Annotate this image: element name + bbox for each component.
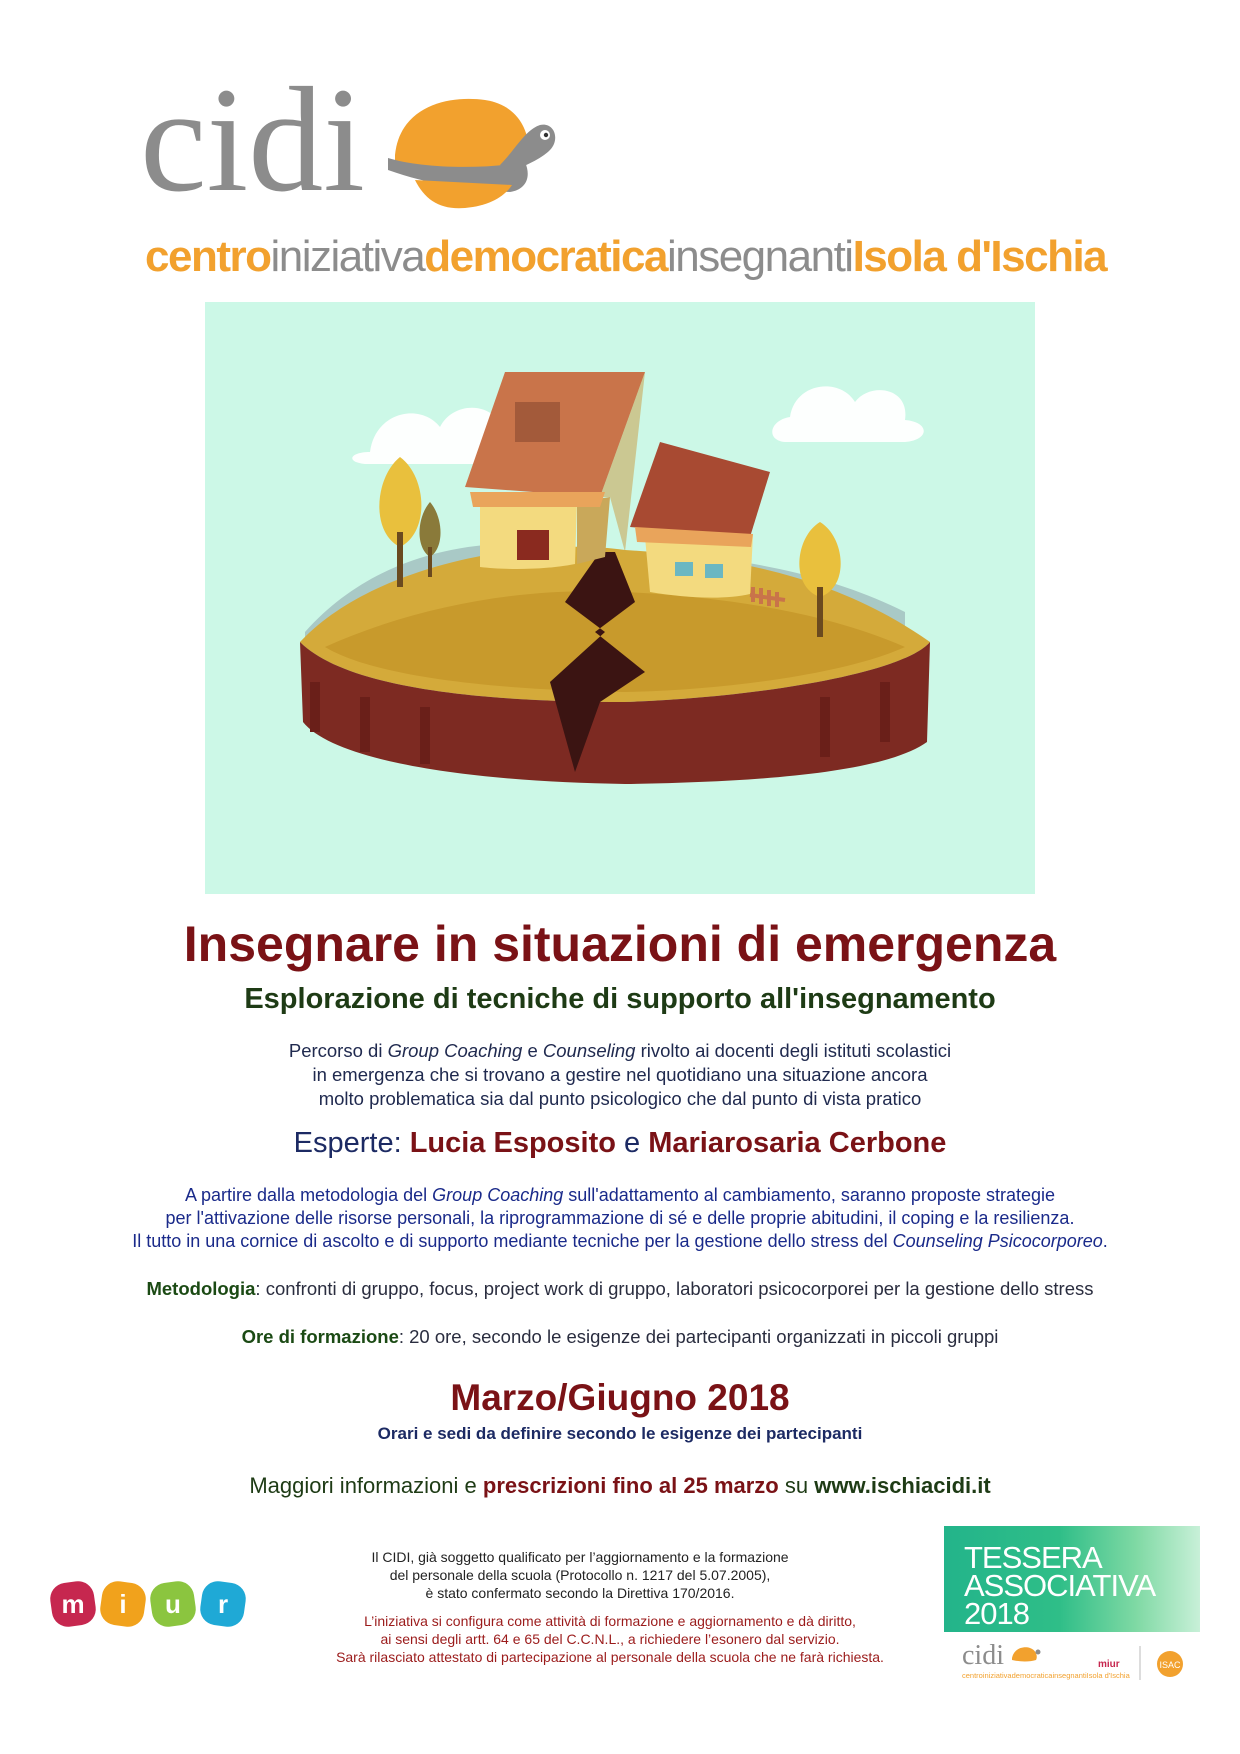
info-text: su (778, 1473, 815, 1498)
tessera-line-3: 2018 (964, 1596, 1029, 1631)
methodology-line (0, 1278, 1240, 1300)
logo-sub-iniziativa: iniziativa (270, 232, 425, 281)
intro-text: Percorso di (288, 1040, 388, 1061)
logo-sub-centro: centro (145, 232, 271, 281)
certification-note (300, 1548, 860, 1602)
page-subtitle: Esplorazione di tecniche di supporto all'insegnamento (244, 983, 996, 1015)
logo-word: cidi (140, 57, 365, 223)
legal-note (300, 1612, 920, 1666)
experts-joiner: e (615, 1127, 649, 1159)
hours-label: Ore di formazione (241, 1326, 399, 1347)
mini-turtle-icon (1012, 1647, 1041, 1661)
turtle-icon (388, 99, 555, 208)
experts-label: Esperte: (293, 1127, 410, 1159)
legal-line-3: Sarà rilasciato attestato di partecipazione al personale della scuola che ne farà richiesta. (336, 1649, 884, 1665)
experts-line (0, 1127, 1240, 1160)
info-line (0, 1473, 1240, 1499)
method-text: sull'adattamento al cambiamento, saranno proposte strategie (563, 1185, 1055, 1205)
method-line-3 (0, 1230, 1240, 1253)
method-line-2: per l'attivazione delle risorse personali, la riprogrammazione di sé e delle proprie abitudini, il coping e la resilienza. (165, 1208, 1075, 1228)
legal-line-1: L’iniziativa si configura come attività di formazione e aggiornamento e dà diritto, (364, 1613, 856, 1629)
logo-subtitle (145, 232, 1105, 292)
cert-line-3: è stato confermato secondo la Direttiva 170/2016. (425, 1585, 735, 1601)
method-em: Counseling Psicocorporeo (892, 1231, 1103, 1251)
cidi-logo (140, 40, 620, 240)
expert-name-1: Lucia Esposito (409, 1127, 616, 1159)
miur-letter-i: i (119, 1589, 127, 1619)
hours-line (0, 1326, 1240, 1348)
logo-sub-insegnanti: insegnanti (666, 232, 853, 281)
method-paragraph (0, 1184, 1240, 1253)
earthquake-illustration (205, 302, 1035, 894)
miur-letter-r: r (217, 1589, 229, 1619)
tessera-line-1: TESSERA (964, 1540, 1102, 1575)
mini-cidi-word: cidi (962, 1640, 1004, 1671)
cert-line-2: del personale della scuola (Protocollo n. 1217 del 5.07.2005), (389, 1567, 771, 1583)
intro-line-3: molto problematica sia dal punto psicologico che dal punto di vista pratico (318, 1088, 922, 1109)
intro-line-2: in emergenza che si trovano a gestire nel quotidiano una situazione ancora (312, 1064, 928, 1085)
cracked-island-icon (205, 302, 1035, 894)
membership-card-banner (944, 1526, 1200, 1632)
logo-sub-ischia: Isola d'Ischia (852, 232, 1107, 281)
method-text: . (1102, 1231, 1108, 1251)
website-link[interactable]: www.ischiacidi.it (814, 1473, 991, 1498)
intro-text: e (522, 1040, 543, 1061)
legal-line-2: ai sensi degli artt. 64 e 65 del C.C.N.L., a richiedere l’esonero dal servizio. (380, 1631, 840, 1647)
intro-em-counseling: Counseling (542, 1040, 636, 1061)
logo-sub-democratica: democratica (424, 232, 667, 281)
registration-deadline: prescrizioni fino al 25 marzo (482, 1473, 779, 1498)
isac-badge-text: ISAC (1159, 1660, 1181, 1670)
membership-card-logos (960, 1640, 1200, 1684)
info-text: Maggiori informazioni e (249, 1473, 483, 1498)
cert-line-1: Il CIDI, già soggetto qualificato per l’aggiornamento e la formazione (371, 1549, 789, 1565)
tessera-line-2: ASSOCIATIVA (964, 1568, 1156, 1603)
dates-note: Orari e sedi da definire secondo le esigenze dei partecipanti (377, 1424, 863, 1443)
intro-line-1 (0, 1039, 1240, 1063)
intro-em-group-coaching: Group Coaching (387, 1040, 523, 1061)
expert-name-2: Mariarosaria Cerbone (648, 1127, 947, 1159)
intro-paragraph (0, 1039, 1240, 1111)
page-title: Insegnare in situazioni di emergenza (183, 916, 1057, 972)
hours-text: : 20 ore, secondo le esigenze dei partecipanti organizzati in piccoli gruppi (398, 1326, 999, 1347)
method-text: Il tutto in una cornice di ascolto e di supporto mediante tecniche per la gestione dello stress del (132, 1231, 893, 1251)
miur-logo (48, 1574, 248, 1634)
methodology-label: Metodologia (146, 1278, 256, 1299)
method-em: Group Coaching (432, 1185, 564, 1205)
miur-letter-m: m (61, 1589, 85, 1619)
dates-heading: Marzo/Giugno 2018 (450, 1377, 790, 1418)
mini-cidi-subtitle: centroiniziativademocraticainsegnantiIsola d'Ischia (962, 1671, 1130, 1680)
intro-text: rivolto ai docenti degli istituti scolastici (635, 1040, 952, 1061)
miur-letter-u: u (165, 1589, 181, 1619)
method-text: A partire dalla metodologia del (185, 1185, 433, 1205)
mini-miur-logo: miur (1098, 1659, 1120, 1670)
methodology-text: : confronti di gruppo, focus, project work di gruppo, laboratori psicocorporei per la gestione dello stress (255, 1278, 1094, 1299)
method-line-1 (0, 1184, 1240, 1207)
